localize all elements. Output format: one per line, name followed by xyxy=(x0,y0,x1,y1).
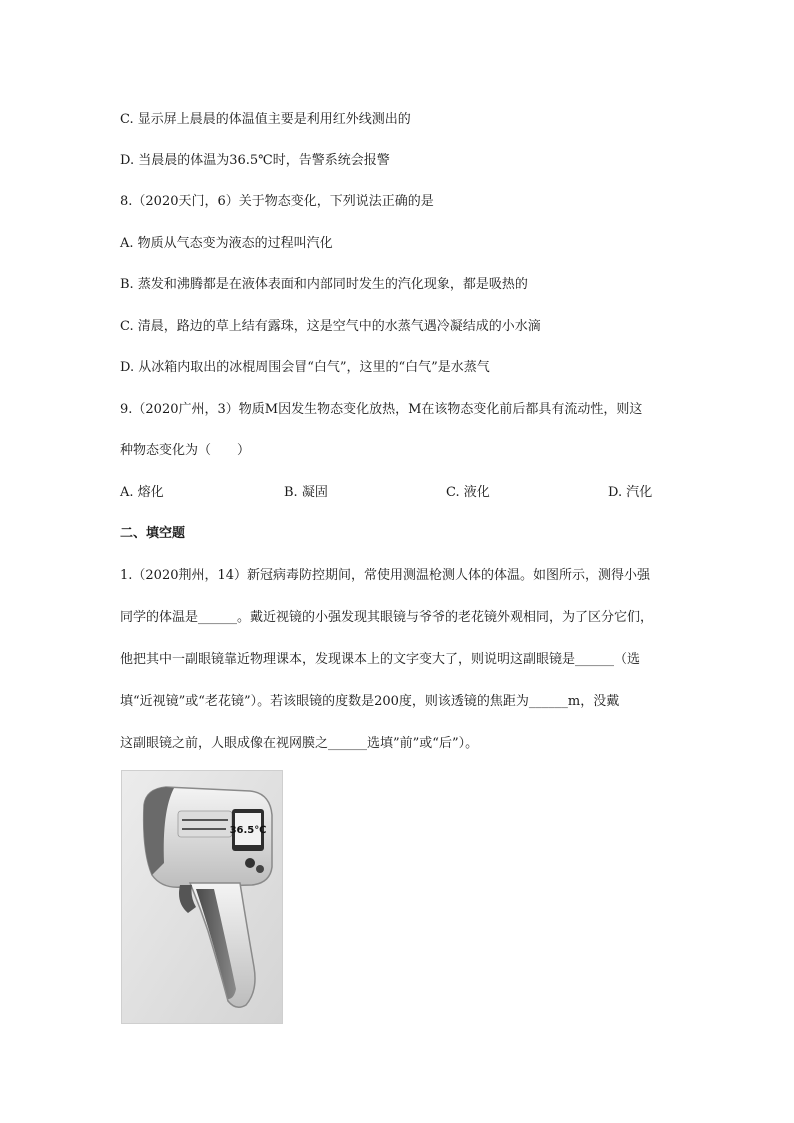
q9-option-a: A. 熔化 xyxy=(120,485,164,500)
q8-option-b: B. 蒸发和沸腾都是在液体表面和内部同时发生的汽化现象，都是吸热的 xyxy=(120,277,528,292)
q9-option-b: B. 凝固 xyxy=(284,485,328,500)
q8-stem: 8.（2020天门，6）关于物态变化，下列说法正确的是 xyxy=(120,194,434,209)
fill1-line2: 同学的体温是______。戴近视镜的小强发现其眼镜与爷爷的老花镜外观相同，为了区分它们， xyxy=(120,610,654,625)
q9-option-c: C. 液化 xyxy=(446,485,490,500)
q9-stem-line2: 种物态变化为（ ） xyxy=(120,443,251,458)
fill1-line3: 他把其中一副眼镜靠近物理课本，发现课本上的文字变大了，则说明这副眼镜是______（选 xyxy=(120,652,641,667)
display-reading: 36.5℃ xyxy=(229,825,267,836)
q7-option-d: D. 当晨晨的体温为36.5℃时，告警系统会报警 xyxy=(120,153,390,168)
thermometer-photo xyxy=(121,770,283,1024)
q9-option-d: D. 汽化 xyxy=(608,485,653,500)
q8-option-d: D. 从冰箱内取出的冰棍周围会冒“白气”，这里的“白气”是水蒸气 xyxy=(120,360,490,375)
fill1-line1: 1.（2020荆州，14）新冠病毒防控期间，常使用测温枪测人体的体温。如图所示，测得小强 xyxy=(120,568,651,583)
q8-option-c: C. 清晨，路边的草上结有露珠，这是空气中的水蒸气遇冷凝结成的小水滴 xyxy=(120,319,541,334)
fill1-line4: 填“近视镜”或“老花镜”）。若该眼镜的度数是200度，则该透镜的焦距为______m，没戴 xyxy=(120,694,620,709)
fill1-line5: 这副眼镜之前，人眼成像在视网膜之______选填”前”或“后”）。 xyxy=(120,736,479,751)
section-title: 二、填空题 xyxy=(120,526,186,541)
q9-stem-line1: 9.（2020广州，3）物质M因发生物态变化放热，M在该物态变化前后都具有流动性，则这 xyxy=(120,402,643,417)
q8-option-a: A. 物质从气态变为液态的过程叫汽化 xyxy=(120,236,333,251)
thermometer-gun-icon xyxy=(122,771,282,1023)
q7-option-c: C. 显示屏上晨晨的体温值主要是利用红外线测出的 xyxy=(120,112,411,127)
